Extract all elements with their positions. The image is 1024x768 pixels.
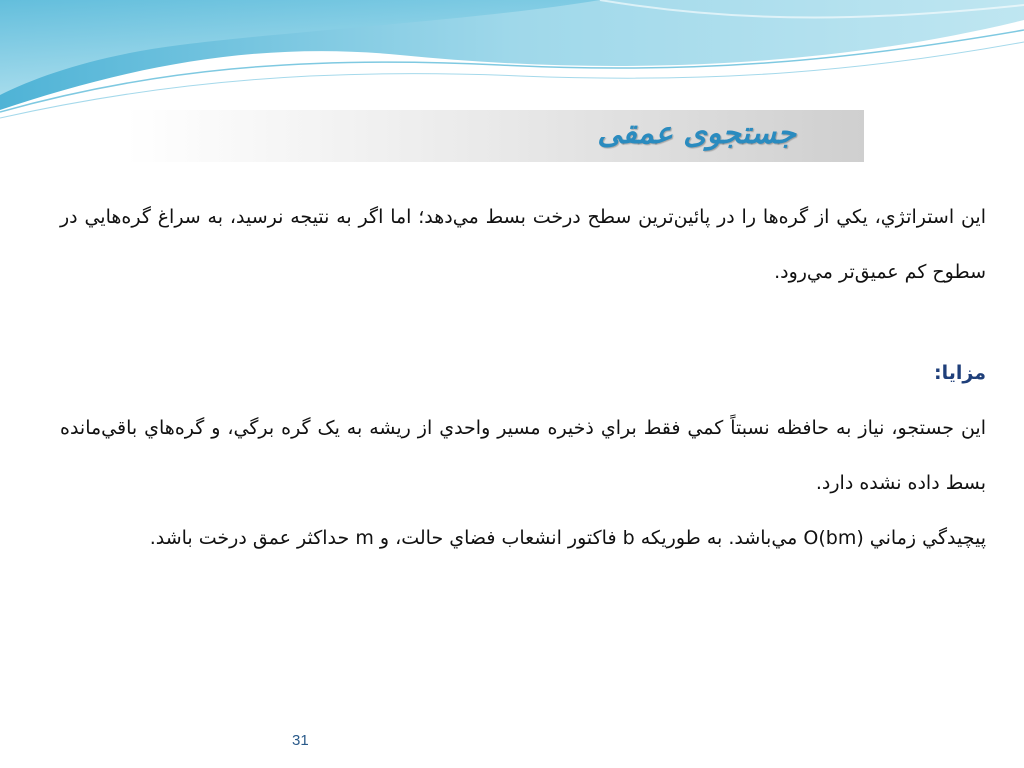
page-number: 31 [292, 732, 309, 749]
paragraph-complexity: پيچيدگي زماني O(bm) مي‌باشد. به طوريکه b فاکتور انشعاب فضاي حالت، و m حداکثر عمق درخت باشد. [149, 527, 986, 549]
slide-title: جستجوی عمقی [597, 116, 796, 151]
paragraph-memory: اين جستجو، نياز به حافظه نسبتاً کمي فقط براي ذخيره مسير واحدي از ريشه به يک گره برگي، و گره‌هاي باقي‌مانده بسط داده نشده دارد. [60, 417, 986, 494]
slide-body [60, 190, 986, 566]
title-bar [44, 110, 864, 162]
paragraph-strategy: این استراتژي، يکي از گره‌ها را در پائين‌ترين سطح درخت بسط مي‌دهد؛ اما اگر به نتيجه نرسيد، به سراغ گره‌هايي در سطوح کم عميق‌تر مي‌رود. [60, 206, 986, 283]
paragraph-gap [60, 300, 986, 346]
advantages-heading: مزايا: [934, 362, 986, 384]
